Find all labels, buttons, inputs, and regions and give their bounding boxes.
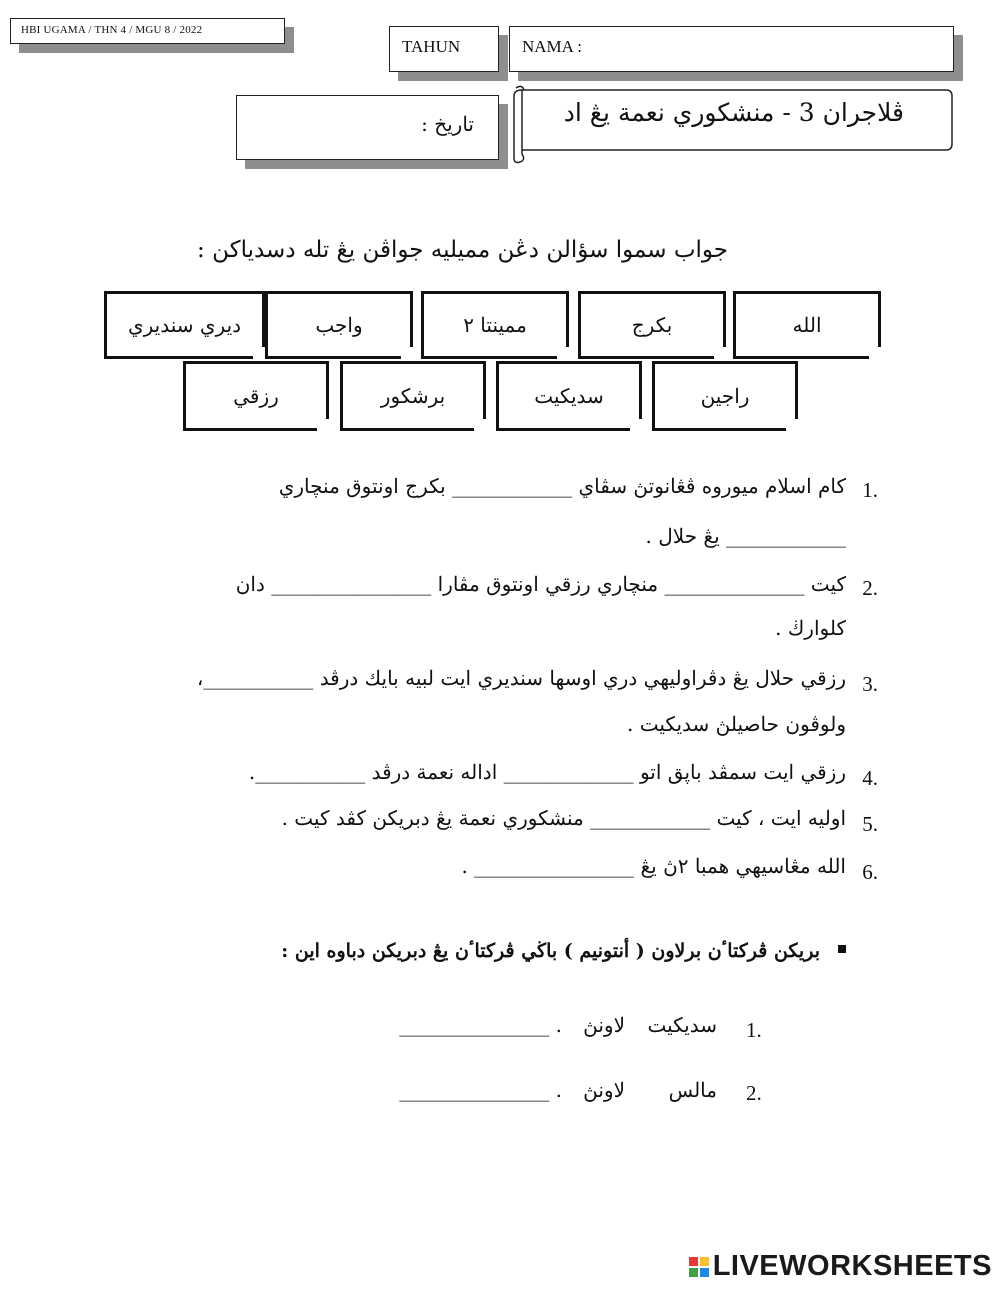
question-line[interactable]: اوليه ايت ، كيت ____________ منشكوري نعمة يڠ دبريكن كڤد كيت . (281, 806, 846, 830)
tarikh-label: تاريخ : (421, 112, 474, 136)
word-text: ديري سنديري (127, 313, 242, 337)
word-text: الله (792, 313, 822, 337)
question-number: 2. (862, 576, 878, 600)
worksheet-code: HBI UGAMA / THN 4 / MGU 8 / 2022 (21, 24, 203, 36)
question-line[interactable]: الله مڠاسيهي همبا ٢ڽ يڠ ________________ . (461, 854, 846, 878)
word-text: بكرج (631, 313, 673, 337)
antonym-lawan: لاونڽ (583, 1013, 625, 1037)
antonym-number: 1. (746, 1018, 762, 1042)
question-number: 6. (862, 860, 878, 884)
section2-instruction: بريكن ڤركتاٴن برلاون ( أنتونيم ) باڬي ڤركتاٴن يڠ دبريكن دباوه اين : (281, 940, 820, 962)
word-text: واجب (315, 313, 363, 337)
question-number: 3. (862, 672, 878, 696)
antonym-answer-blank[interactable]: _______________ . (399, 1013, 562, 1037)
question-number: 4. (862, 766, 878, 790)
questions (150, 0, 880, 900)
question-number: 5. (862, 812, 878, 836)
tahun-label: TAHUN (402, 37, 461, 56)
logo-block (689, 1268, 698, 1277)
word-text: رزقي (233, 384, 279, 408)
logo-blocks-icon (689, 1257, 709, 1277)
question-line[interactable]: ____________ يڠ حلال . (645, 524, 846, 548)
question-line[interactable]: كلوارڬ . (775, 616, 846, 640)
logo-block (689, 1257, 698, 1266)
question-line[interactable]: ولوڤون حاصيلڽ سديكيت . (627, 712, 846, 736)
word-text: راجين (700, 384, 750, 408)
bullet-square-icon (838, 945, 846, 953)
logo-block (700, 1268, 709, 1277)
antonym-answer-blank[interactable]: _______________ . (399, 1078, 562, 1102)
question-line[interactable]: كيت ______________ منچاري رزقي اونتوق مڤارا ________________ دان (235, 572, 846, 596)
liveworksheets-logo (689, 1250, 992, 1283)
word-text: برشكور (380, 384, 446, 408)
antonym-word: سديكيت (647, 1013, 717, 1037)
word-text: سديكيت (534, 384, 604, 408)
antonym-lawan: لاونڽ (583, 1078, 625, 1102)
lesson-title: ڤلاجران 3 - منشكوري نعمة يڠ اد (563, 98, 904, 127)
nama-label: NAMA : (522, 37, 582, 56)
instruction: جواب سموا سؤالن دڠن مميليه جواڤن يڠ تله دسدياكن : (197, 237, 728, 263)
question-line[interactable]: رزقي حلال يڠ دڤراوليهي دري اوسها سنديري ايت لبيه بايك درڤد ___________، (196, 666, 846, 690)
logo-text: LIVEWORKSHEETS (712, 1250, 992, 1282)
antonym-number: 2. (746, 1081, 762, 1105)
question-line[interactable]: كام اسلام ميوروه ڤڠانوتڽ سڤاي ____________ بكرج اونتوق منچاري (278, 474, 846, 498)
word-text: ممينتا ٢ (463, 313, 527, 337)
question-line[interactable]: رزقي ايت سمڤد باڽق اتو _____________ اداله نعمة درڤد ___________. (248, 760, 846, 784)
question-number: 1. (862, 478, 878, 502)
antonym-word: مالس (668, 1078, 717, 1102)
logo-block (700, 1257, 709, 1266)
